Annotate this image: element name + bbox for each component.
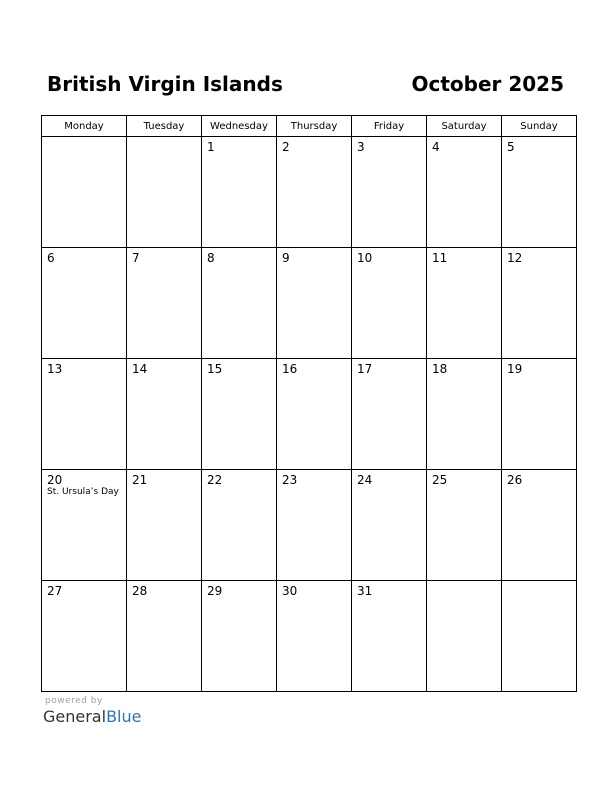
day-number: 24 [357, 473, 373, 487]
day-cell [427, 248, 502, 359]
week-row [42, 581, 577, 692]
day-cell [127, 359, 202, 470]
day-cell [202, 470, 277, 581]
day-number: 17 [357, 362, 373, 376]
day-cell [42, 248, 127, 359]
day-cell [202, 359, 277, 470]
day-cell [42, 359, 127, 470]
day-number: 21 [132, 473, 148, 487]
day-number: 8 [207, 251, 215, 265]
week-row [42, 137, 577, 248]
footer-branding [43, 696, 141, 727]
day-number: 31 [357, 584, 373, 598]
day-number: 18 [432, 362, 448, 376]
day-cell [277, 470, 352, 581]
day-number: 23 [282, 473, 298, 487]
day-number: 12 [507, 251, 523, 265]
day-cell [502, 137, 577, 248]
day-number: 20 [47, 473, 63, 487]
day-number [42, 137, 126, 140]
day-number: 11 [432, 251, 448, 265]
day-cell [202, 248, 277, 359]
day-number: 25 [432, 473, 448, 487]
weekday-header: Thursday [277, 116, 352, 137]
day-number [502, 581, 576, 584]
day-cell [427, 470, 502, 581]
day-cell [127, 470, 202, 581]
brand-general-text: General [43, 707, 107, 726]
day-cell [127, 581, 202, 692]
day-cell [277, 137, 352, 248]
day-cell [352, 581, 427, 692]
day-number: 29 [207, 584, 223, 598]
weekday-header: Wednesday [202, 116, 277, 137]
day-number: 10 [357, 251, 373, 265]
day-cell [202, 581, 277, 692]
day-number: 14 [132, 362, 148, 376]
day-number [427, 581, 501, 584]
day-cell [42, 137, 127, 248]
region-title: British Virgin Islands [47, 72, 283, 96]
day-number: 7 [132, 251, 140, 265]
day-cell [352, 248, 427, 359]
day-number: 2 [282, 140, 290, 154]
day-cell [352, 137, 427, 248]
day-number [127, 137, 201, 140]
day-number: 26 [507, 473, 523, 487]
day-number: 30 [282, 584, 298, 598]
day-cell [502, 470, 577, 581]
day-number: 9 [282, 251, 290, 265]
day-cell [42, 470, 127, 581]
day-number: 4 [432, 140, 440, 154]
day-number: 5 [507, 140, 515, 154]
brand-logo[interactable] [43, 707, 141, 727]
week-row [42, 248, 577, 359]
day-cell [502, 581, 577, 692]
weekday-header: Friday [352, 116, 427, 137]
week-row [42, 470, 577, 581]
weekday-header: Tuesday [127, 116, 202, 137]
day-cell [277, 359, 352, 470]
day-cell [42, 581, 127, 692]
day-cell [427, 137, 502, 248]
day-cell [352, 470, 427, 581]
day-number: 16 [282, 362, 298, 376]
calendar-grid [41, 115, 577, 692]
day-cell [352, 359, 427, 470]
day-cell [502, 359, 577, 470]
month-year-title: October 2025 [411, 72, 564, 96]
day-cell [427, 359, 502, 470]
day-number: 3 [357, 140, 365, 154]
day-cell [427, 581, 502, 692]
holiday-label: St. Ursula’s Day [47, 487, 119, 497]
day-number: 6 [47, 251, 55, 265]
weekday-header: Monday [42, 116, 127, 137]
day-cell [502, 248, 577, 359]
weekday-header-row [42, 116, 577, 137]
weekday-header: Saturday [427, 116, 502, 137]
day-number: 28 [132, 584, 148, 598]
day-number: 19 [507, 362, 523, 376]
day-cell [127, 137, 202, 248]
weekday-header: Sunday [502, 116, 577, 137]
day-cell [277, 248, 352, 359]
day-number: 27 [47, 584, 63, 598]
day-number: 22 [207, 473, 223, 487]
day-cell [202, 137, 277, 248]
brand-blue-text: Blue [106, 707, 142, 726]
powered-by-label: powered by [45, 696, 103, 706]
week-row [42, 359, 577, 470]
day-number: 1 [207, 140, 215, 154]
day-cell [277, 581, 352, 692]
day-cell [127, 248, 202, 359]
day-number: 13 [47, 362, 63, 376]
day-number: 15 [207, 362, 223, 376]
